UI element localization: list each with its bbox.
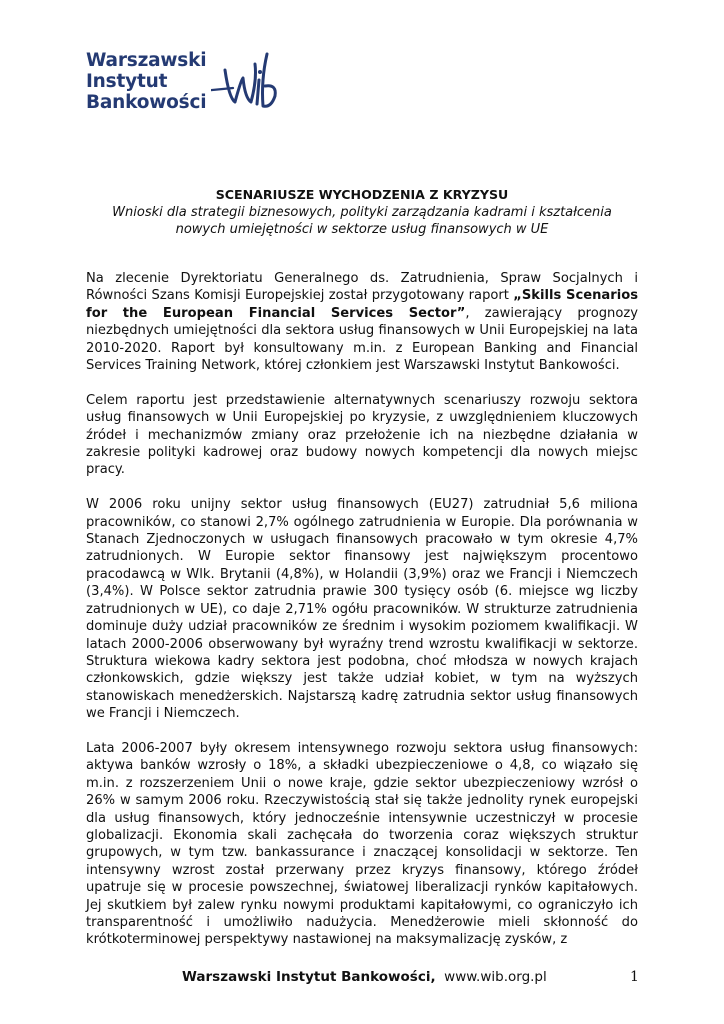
report-title: „Skills Scenarios for the European Financial Services Sector” — [86, 288, 638, 321]
logo-line-3: Bankowości — [86, 92, 207, 113]
logo-line-2: Instytut — [86, 71, 168, 92]
document-body — [86, 270, 638, 966]
footer-url: www.wib.org.pl — [444, 969, 547, 985]
paragraph-1-intro: Na zlecenie Dyrektoriatu Generalnego ds. Zatrudnienia, Spraw Socjalnych i Równości Szans Komisji Europejskiej został przygotowany raport — [86, 271, 638, 304]
paragraph-2: Celem raportu jest przedstawienie alternatywnych scenariuszy rozwoju sektora usług finansowych w Unii Europejskiej po kryzysie, z uwzględnieniem kluczowych źródeł i mechanizmów zmiany oraz przełożenie ich na niezbędne działania w zakresie polityki kadrowej oraz budowy nowych kompetencji dla nowych miejsc pracy. — [86, 392, 638, 478]
footer-org: Warszawski Instytut Bankowości, — [182, 969, 436, 985]
paragraph-1-rest: , zawierający prognozy niezbędnych umiejętności dla sektora usług finansowych w Unii Europejskiej na lata 2010-2020. Raport był konsultowany m.in. z European Banking and Financial Services Training Network, której członkiem jest Warszawski Instytut Bankowości. — [86, 305, 638, 374]
wib-signature-icon — [211, 50, 281, 120]
logo-line-1: Warszawski — [86, 50, 207, 71]
footer-text — [182, 969, 547, 985]
document-subtitle-line-1: Wnioski dla strategii biznesowych, polityki zarządzania kadrami i kształcenia — [112, 205, 612, 220]
document-title: SCENARIUSZE WYCHODZENIA Z KRYZYSU — [215, 187, 509, 202]
logo — [86, 50, 276, 126]
document-heading — [86, 186, 638, 238]
paragraph-4: Lata 2006-2007 były okresem intensywnego rozwoju sektora usług finansowych: aktywa banków wzrosły o 18%, a składki ubezpieczeniowe o 4,8, co wiązało się m.in. z rozszerzeniem Unii o nowe kraje, gdzie sektor ubezpieczeniowy wzrósł o 26% w samym 2006 roku. Rzeczywistością stał się także jednolity rynek europejski dla usług finansowych, który jednocześnie intensywnie uczestniczył w procesie globalizacji. Ekonomia skali zachęcała do tworzenia coraz większych struktur grupowych, w tym tzw. bankassurance i znaczącej konsolidacji w sektorze. Ten intensywny wzrost został przerwany przez kryzys finansowy, którego źródeł upatruje się w procesie powszechnej, światowej liberalizacji rynków kapitałowych. Jej skutkiem był zalew rynku nowymi produktami kapitałowymi, co ograniczyło ich transparentność i umożliwiło nadużycia. Menedżerowie mieli skłonność do krótkoterminowej perspektywy nastawionej na maksymalizację zysków, z — [86, 740, 638, 948]
paragraph-1 — [86, 270, 638, 374]
document-subtitle-line-2: nowych umiejętności w sektorze usług finansowych w UE — [175, 222, 549, 237]
page-number: 1 — [630, 969, 639, 985]
paragraph-3: W 2006 roku unijny sektor usług finansowych (EU27) zatrudniał 5,6 miliona pracowników, co stanowi 2,7% ogólnego zatrudnienia w Europie. Dla porównania w Stanach Zjednoczonych w usługach finansowych pracowało w tym okresie 4,7% zatrudnionych. W Europie sektor finansowy jest największym procentowo pracodawcą w Wlk. Brytanii (4,8%), w Holandii (3,9%) oraz we Francji i Niemczech (3,4%). W Polsce sektor zatrudnia prawie 300 tysięcy osób (6. miejsce wg liczby zatrudnionych w UE), co daje 2,71% ogółu pracowników. W strukturze zatrudnienia dominuje duży udział pracowników ze średnim i wysokim poziomem kwalifikacji. W latach 2000-2006 obserwowany był wyraźny trend wzrostu kwalifikacji w sektorze. Struktura wiekowa kadry sektora jest podobna, choć młodsza w nowych krajach członkowskich, gdzie większy jest także udział kobiet, w tym na wyższych stanowiskach menedżerskich. Najstarszą kadrę zatrudnia sektor usług finansowych we Francji i Niemczech. — [86, 497, 638, 722]
logo-wordmark — [86, 50, 206, 113]
